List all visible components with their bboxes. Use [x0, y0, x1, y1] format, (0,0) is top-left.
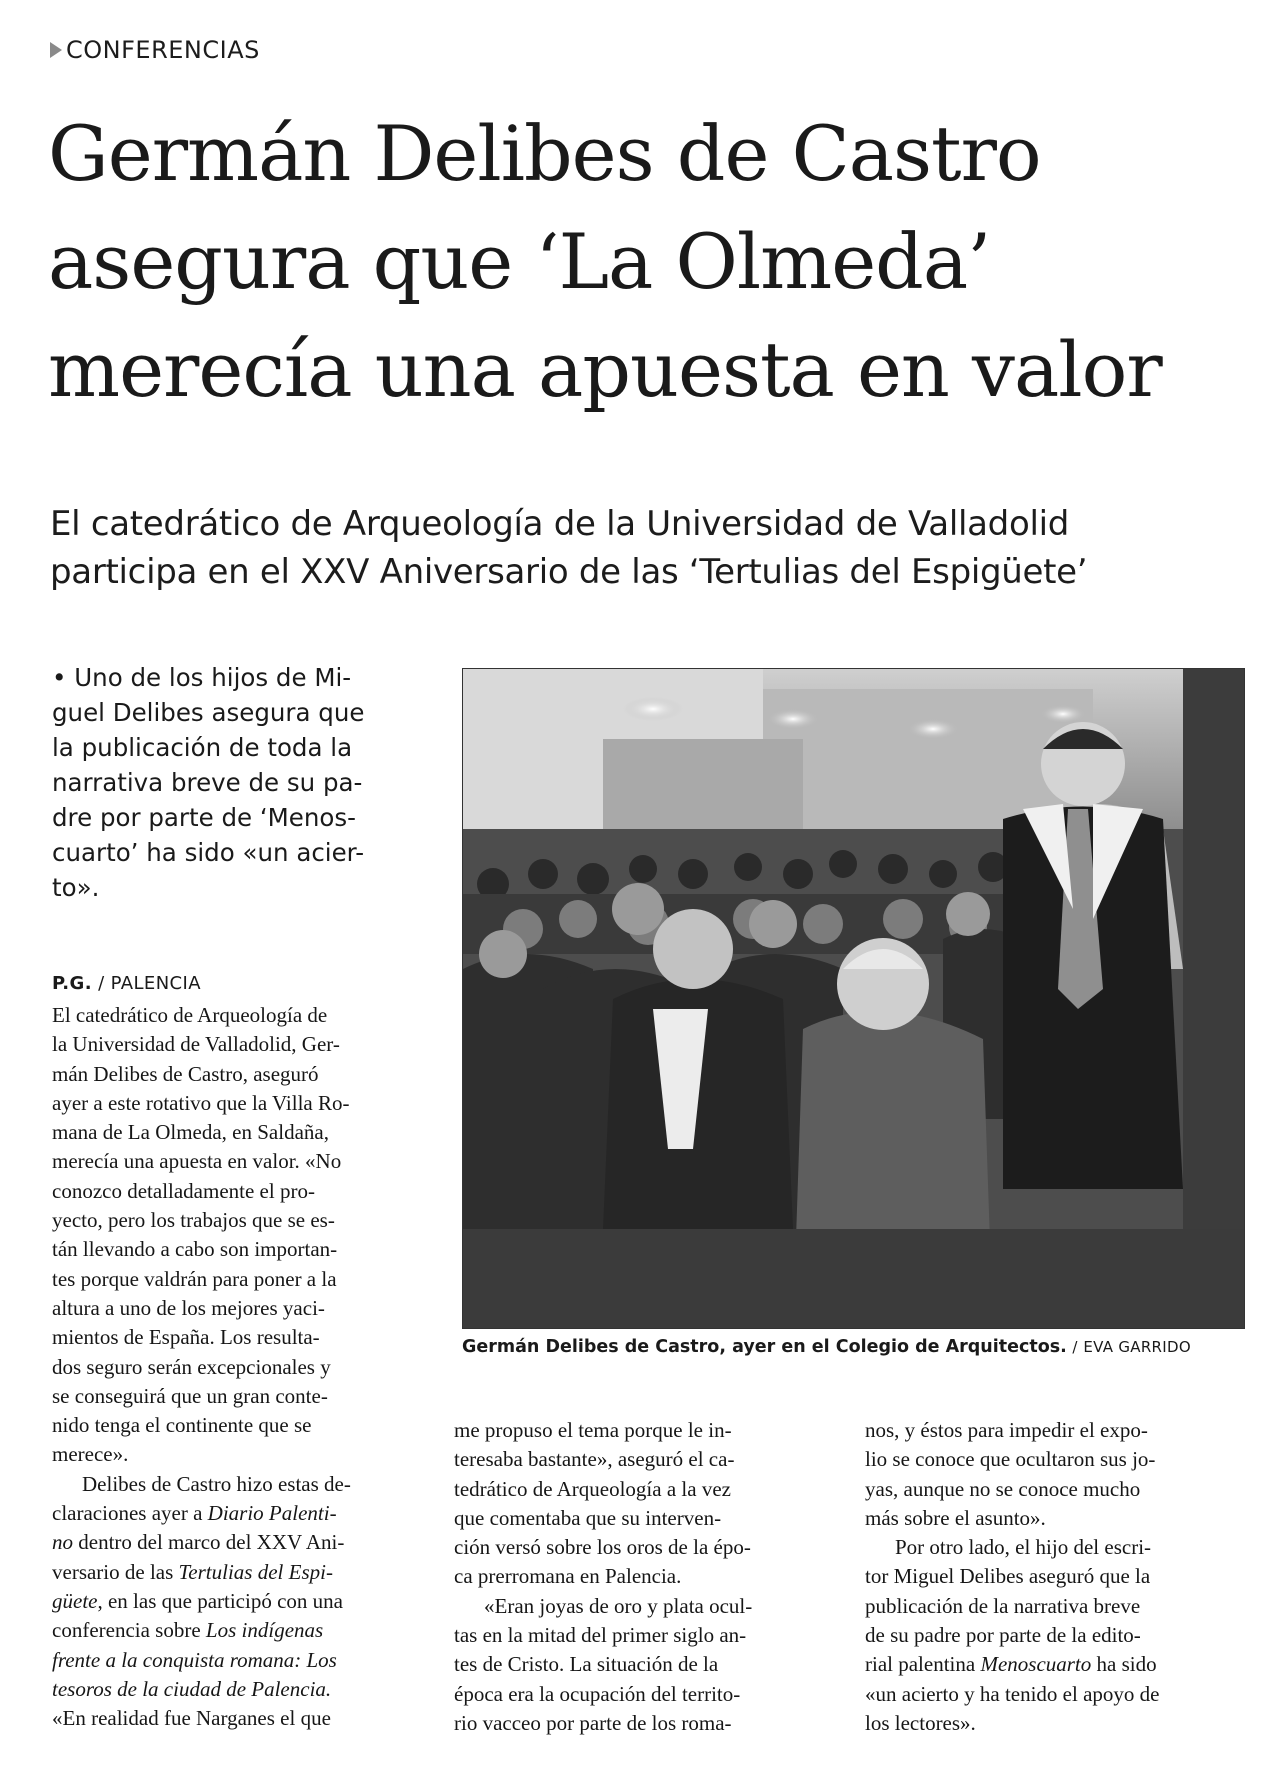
- event-name: güete: [52, 1588, 98, 1613]
- body-text: rial palentina: [865, 1652, 976, 1677]
- byline-author: P.G.: [52, 973, 92, 994]
- body-line: [52, 1587, 422, 1616]
- lecture-title: Los indígenas: [205, 1618, 324, 1643]
- body-line: tán llevando a cabo son importan-: [52, 1237, 338, 1262]
- photo-credit: EVA GARRIDO: [1083, 1338, 1191, 1356]
- section-kicker: [50, 36, 260, 64]
- body-line: nido tenga el continente que se: [52, 1413, 312, 1438]
- publication-name: Diario Palenti-: [207, 1501, 337, 1526]
- body-line: Por otro lado, el hijo del escri-: [895, 1535, 1152, 1560]
- body-line: que comentaba que su interven-: [454, 1505, 722, 1530]
- body-line: El catedrático de Arqueología de: [52, 1003, 328, 1027]
- body-line: me propuso el tema porque le in-: [454, 1418, 732, 1442]
- lead-line: cuarto’ ha sido «un acier-: [52, 838, 365, 867]
- publication-name: no: [52, 1530, 73, 1555]
- body-line: [865, 1650, 1240, 1679]
- section-label: CONFERENCIAS: [66, 36, 260, 64]
- body-line: se conseguirá que un gran conte-: [52, 1383, 328, 1408]
- body-column-3: [865, 1416, 1240, 1738]
- body-line: mana de La Olmeda, en Saldaña,: [52, 1120, 329, 1145]
- lead-line: la publicación de toda la: [52, 733, 353, 762]
- body-line: los lectores».: [865, 1710, 976, 1735]
- body-line: más sobre el asunto».: [865, 1505, 1046, 1530]
- body-line: [52, 1646, 422, 1675]
- body-line: dos seguro serán excepcionales y: [52, 1354, 331, 1379]
- body-line: época era la ocupación del territo-: [454, 1681, 741, 1706]
- byline-separator: /: [98, 973, 105, 994]
- body-text: conferencia sobre: [52, 1618, 201, 1643]
- subheadline-line: El catedrático de Arqueología de la Universidad de Valladolid: [50, 504, 1070, 544]
- body-line: [52, 1558, 422, 1587]
- body-line: teresaba bastante», aseguró el ca-: [454, 1447, 735, 1472]
- body-line: la Universidad de Valladolid, Ger-: [52, 1032, 340, 1057]
- body-line: ca prerromana en Palencia.: [454, 1564, 682, 1589]
- publisher-name: Menoscuarto: [980, 1652, 1092, 1677]
- byline-place: PALENCIA: [110, 973, 201, 994]
- headline: [48, 100, 1238, 424]
- byline: [52, 973, 201, 994]
- body-line: publicación de la narrativa breve: [865, 1593, 1141, 1618]
- lead-line: to».: [52, 873, 100, 902]
- body-text: versario de las: [52, 1559, 174, 1584]
- body-line: nos, y éstos para impedir el expo-: [865, 1418, 1148, 1442]
- body-text: ha sido: [1096, 1652, 1157, 1677]
- body-line: [52, 1675, 422, 1704]
- body-line: yecto, pero los trabajos que se es-: [52, 1208, 335, 1233]
- body-line: [52, 1499, 422, 1528]
- body-line: [52, 1616, 422, 1645]
- body-line: mán Delibes de Castro, aseguró: [52, 1061, 319, 1086]
- body-line: tor Miguel Delibes aseguró que la: [865, 1564, 1151, 1589]
- lead-summary: [52, 660, 397, 905]
- body-line: [52, 1528, 422, 1557]
- body-line: Delibes de Castro hizo estas de-: [82, 1471, 351, 1496]
- body-text: , en las que participó con una: [97, 1588, 343, 1613]
- lecture-title: frente a la conquista romana: Los: [52, 1647, 337, 1672]
- body-line: merecía una apuesta en valor. «No: [52, 1149, 342, 1174]
- subheadline: [50, 500, 1240, 596]
- body-line: ayer a este rotativo que la Villa Ro-: [52, 1090, 350, 1115]
- body-line: «un acierto y ha tenido el apoyo de: [865, 1681, 1160, 1706]
- headline-line: merecía una apuesta en valor: [48, 325, 1162, 414]
- subheadline-line: participa en el XXV Aniversario de las ‘Tertulias del Espigüete’: [50, 552, 1088, 592]
- headline-line: Germán Delibes de Castro: [48, 109, 1041, 198]
- body-line: «En realidad fue Narganes el que: [52, 1706, 331, 1731]
- lead-line: narrativa breve de su pa-: [52, 768, 363, 797]
- body-line: conozco detalladamente el pro-: [52, 1178, 315, 1203]
- body-line: yas, aunque no se conoce mucho: [865, 1476, 1141, 1501]
- lead-line: • Uno de los hijos de Mi-: [52, 663, 352, 692]
- body-column-2: [454, 1416, 829, 1738]
- body-line: de su padre por parte de la edito-: [865, 1623, 1141, 1648]
- audience-photo-illustration: [463, 669, 1244, 1328]
- photo-caption: [462, 1337, 1252, 1357]
- body-line: tedrático de Arqueología a la vez: [454, 1476, 731, 1501]
- body-line: mientos de España. Los resulta-: [52, 1325, 320, 1350]
- body-line: merece».: [52, 1442, 129, 1467]
- body-line: tes de Cristo. La situación de la: [454, 1652, 719, 1677]
- triangle-bullet-icon: [50, 42, 62, 58]
- body-line: «Eran joyas de oro y plata ocul-: [484, 1593, 753, 1618]
- body-text: claraciones ayer a: [52, 1501, 203, 1526]
- body-text: dentro del marco del XXV Ani-: [78, 1530, 345, 1555]
- lead-line: dre por parte de ‘Menos-: [52, 803, 356, 832]
- lead-line: guel Delibes asegura que: [52, 698, 365, 727]
- body-line: lio se conoce que ocultaron sus jo-: [865, 1447, 1156, 1472]
- event-name: Tertulias del Espi-: [178, 1559, 333, 1584]
- credit-separator: /: [1072, 1338, 1078, 1356]
- body-line: rio vacceo por parte de los roma-: [454, 1710, 732, 1735]
- body-line: ción versó sobre los oros de la épo-: [454, 1535, 751, 1560]
- caption-text: Germán Delibes de Castro, ayer en el Colegio de Arquitectos.: [462, 1337, 1067, 1357]
- lecture-title: tesoros de la ciudad de Palencia.: [52, 1676, 332, 1701]
- body-line: tes porque valdrán para poner a la: [52, 1266, 337, 1291]
- event-photo: [462, 668, 1245, 1329]
- body-line: tas en la mitad del primer siglo an-: [454, 1623, 747, 1648]
- body-line: altura a uno de los mejores yaci-: [52, 1295, 325, 1320]
- headline-line: asegura que ‘La Olmeda’: [48, 217, 991, 306]
- body-column-1: [52, 1001, 422, 1733]
